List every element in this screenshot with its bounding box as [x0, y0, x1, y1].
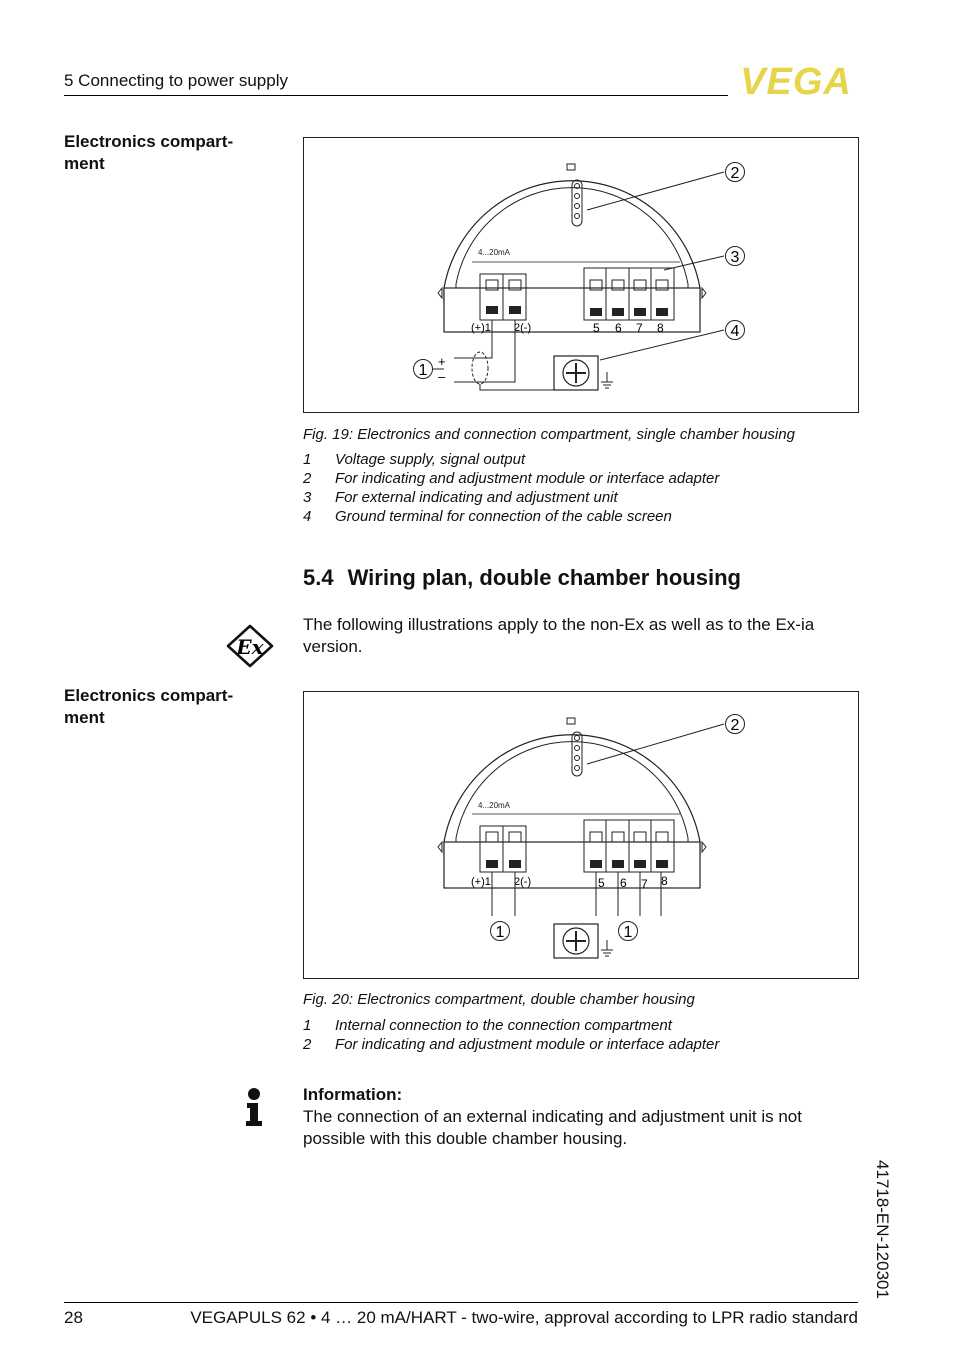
legend-item: 3 For external indicating and adjustment unit [303, 489, 618, 506]
fig20-term-5: 5 [598, 876, 605, 890]
legend-item: 4 Ground terminal for connection of the cable screen [303, 508, 672, 525]
info-icon [243, 1088, 265, 1128]
fig19-term-6: 6 [615, 321, 622, 335]
svg-text:1: 1 [495, 924, 505, 941]
running-header: 5 Connecting to power supply [64, 71, 288, 90]
fig19-side-label: Electronics compart- ment [64, 132, 234, 173]
info-title: Information: [303, 1085, 403, 1104]
fig20-diagram [304, 692, 858, 978]
fig19-term-7: 7 [636, 321, 643, 335]
fig20-display-label: 4...20mA [478, 801, 511, 810]
header-rule [64, 95, 728, 96]
fig20-callout-2 [726, 715, 745, 735]
section-heading [303, 565, 741, 591]
fig19-caption: Fig. 19: Electronics and connection compartment, single chamber housing [303, 426, 795, 443]
vega-logo [734, 64, 858, 98]
fig19-minus: – [438, 369, 446, 384]
footer-title: VEGAPULS 62 • 4 … 20 mA/HART - two-wire, approval according to LPR radio standard [190, 1308, 858, 1327]
fig19-callout-1 [414, 360, 433, 380]
section-title: Wiring plan, double chamber housing [347, 565, 741, 590]
info-text: The connection of an external indicating and adjustment unit is not possible with this double chamber housing. [303, 1107, 802, 1148]
svg-text:2: 2 [730, 165, 740, 182]
fig19-term-2: 2(-) [514, 322, 532, 334]
fig19-diagram [304, 138, 858, 412]
fig20-side-label: Electronics compart- ment [64, 686, 234, 727]
fig19-term-1: (+)1 [471, 322, 491, 334]
fig20-term-8: 8 [661, 874, 668, 888]
fig19-callout-3 [726, 247, 745, 267]
fig20-caption: Fig. 20: Electronics compartment, double chamber housing [303, 991, 695, 1008]
svg-text:4: 4 [730, 323, 740, 340]
logo-text: VEGA [740, 64, 852, 98]
fig19-plus: + [438, 354, 446, 369]
fig20-callout-1-left [491, 922, 510, 942]
svg-text:2: 2 [730, 717, 740, 734]
fig19-display-label: 4...20mA [478, 248, 511, 257]
document-id: 41718-EN-120301 [873, 1160, 892, 1299]
fig19-term-8: 8 [657, 321, 664, 335]
fig20-legend [303, 1017, 719, 1055]
fig19-term-5: 5 [593, 321, 600, 335]
section-number: 5.4 [303, 565, 334, 590]
legend-item: 2 For indicating and adjustment module or interface adapter [303, 470, 720, 487]
fig19-callout-2 [726, 163, 745, 183]
fig19-legend [303, 451, 719, 527]
fig20-term-6: 6 [620, 876, 627, 890]
svg-text:1: 1 [418, 362, 428, 379]
svg-text:1: 1 [623, 924, 633, 941]
legend-item: 2 For indicating and adjustment module or interface adapter [303, 1036, 720, 1053]
figure-20 [303, 691, 859, 979]
footer-rule [64, 1302, 858, 1303]
figure-19 [303, 137, 859, 413]
svg-text:3: 3 [730, 249, 740, 266]
ex-icon [226, 624, 274, 668]
fig20-term-7: 7 [641, 877, 648, 891]
fig20-callout-1-right [619, 922, 638, 942]
fig19-callout-4 [726, 321, 745, 341]
legend-item: 1 Voltage supply, signal output [303, 451, 526, 468]
fig20-term-1: (+)1 [471, 876, 491, 888]
svg-text:Ex: Ex [236, 635, 264, 659]
page-number: 28 [64, 1308, 83, 1327]
info-block [303, 1084, 858, 1150]
section-intro: The following illustrations apply to the non-Ex as well as to the Ex-ia version. [303, 615, 815, 656]
fig20-term-2: 2(-) [514, 876, 532, 888]
legend-item: 1 Internal connection to the connection compartment [303, 1017, 672, 1034]
